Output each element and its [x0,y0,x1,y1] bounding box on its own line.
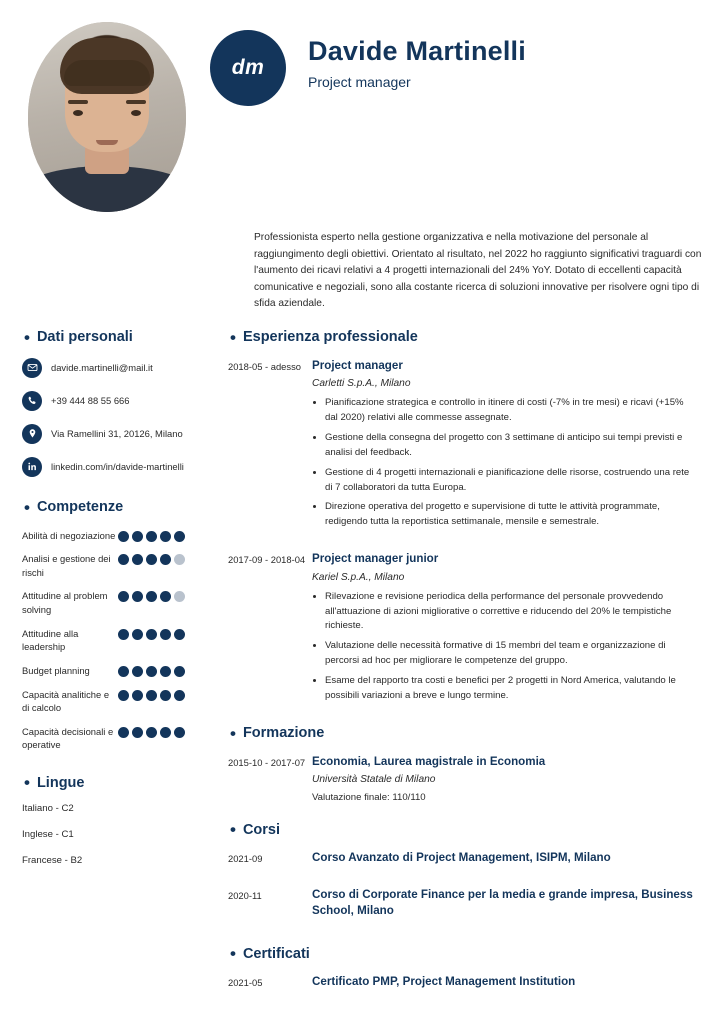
section-label: Competenze [36,499,124,516]
entry-subtitle: Kariel S.p.A., Milano [312,571,405,583]
location-icon [22,424,42,444]
skill-label: Analisi e gestione dei rischi [22,553,111,578]
language-item: Francese - B2 [22,855,83,867]
entry-date: 2020-11 [228,890,262,902]
bullet-icon: • [24,773,30,793]
entry-title: Project manager junior [312,552,439,566]
bullet-icon: • [230,944,236,964]
entry-title: Project manager [312,358,403,372]
skill-item [22,528,200,543]
bullet-icon: • [24,327,30,347]
contact-address-text: Via Ramellini 31, 20126, Milano [51,427,183,439]
profile-summary: Professionista esperto nella gestione organizzativa e nella motivazione del personale al raggiungimento degli obiettivi. Orientato al risultato, nel 2022 ho raggiunto significativi traguardi con l'aumento dei ricavi relativi a 4 progetti internazionali del 24% YoY. Dotato di eccellenti capacità comunicative e negoziali, sono alla costante ricerca di soluzioni innovative per risolvere ogni tipo di sfida aziendale. [254,232,702,310]
section-label: Esperienza professionale [242,329,418,346]
entry-subtitle: Università Statale di Milano [312,774,436,786]
bullet-item: • Gestione di 4 progetti internazionali e pianificazione delle risorse, costruendo una rete di 7 collaboratori da tutta Europa. [325,466,696,496]
skill-label: Capacità decisionali e operative [22,725,114,751]
skill-rating [118,551,188,565]
language-item: Inglese - C1 [22,829,74,841]
profile-photo [28,22,186,212]
bullet-item: • Direzione operativa del progetto e supervisione di tutte le attività programmate, redigendo tutta la reportistica settimanale, mensile e semestrale. [325,500,696,530]
bullet-icon: • [230,820,236,840]
entry-date: 2017-09 - 2018-04 [228,554,306,566]
skill-rating [118,663,188,677]
bullet-icon: • [230,327,236,347]
bullet-item: • Valutazione delle necessità formative di 15 membri del team e organizzazione di percorsi ad hoc per migliorare le competenze del gruppo. [325,639,696,669]
skill-item [22,588,200,616]
resume-header [22,22,696,212]
entry-title: Corso Avanzato di Project Management, ISIPM, Milano [312,851,611,865]
skill-label: Attitudine alla leadership [22,627,79,653]
skill-label: Capacità analitiche e di calcolo [22,688,110,714]
section-title-personal [22,329,200,346]
bullet-item: • Esame del rapporto tra costi e benefici per 2 progetti in Nord America, valutando le possibili variazioni a breve e lungo termine. [325,674,696,704]
monogram-badge: dm [210,30,286,106]
entry-subtitle: Carletti S.p.A., Milano [312,378,411,390]
section-title-skills [22,499,200,516]
skill-item [22,551,200,579]
contact-address[interactable] [22,424,200,444]
contact-email[interactable] [22,358,200,378]
sidebar-column [22,329,212,1011]
entry-date: 2015-10 - 2017-07 [228,756,306,768]
entry-title: Certificato PMP, Project Management Institution [312,975,576,989]
contact-email-text: davide.martinelli@mail.it [51,361,153,373]
bullet-item: • Rilevazione e revisione periodica della performance del personale provvedendo all'attuazione di azioni migliorative o correttive e riducendo del 20% le tempistiche richieste. [325,590,696,635]
experience-entry [228,358,696,536]
section-title-education [228,725,696,742]
entry-date: 2021-05 [228,977,263,989]
entry-bullets [312,590,696,704]
experience-entry [228,551,696,709]
section-title-courses [228,821,696,838]
certificate-entry [228,974,696,995]
course-entry [228,850,696,871]
skill-label: Budget planning [22,664,90,676]
skill-item [22,687,200,715]
contact-linkedin-text: linkedin.com/in/davide-martinelli [51,460,184,472]
bullet-item: • Gestione della consegna del progetto con 3 settimane di anticipo sui tempi previsti e analisi del feedback. [325,431,696,461]
skill-rating [118,687,188,701]
skill-label: Abilità di negoziazione [22,529,116,541]
phone-icon [22,391,42,411]
candidate-name: Davide Martinelli [308,36,526,66]
entry-date: 2018-05 - adesso [228,360,301,372]
main-column [212,329,696,1011]
linkedin-icon [22,457,42,477]
section-label: Certificati [242,945,310,962]
section-label: Dati personali [36,329,133,346]
contact-phone[interactable] [22,391,200,411]
education-entry [228,754,696,804]
candidate-role: Project manager [308,74,411,91]
skill-rating [118,528,188,542]
section-label: Corsi [242,821,281,838]
bullet-icon: • [24,497,30,517]
language-item: Italiano - C2 [22,803,74,815]
entry-bullets [312,396,696,530]
skill-item [22,724,200,752]
section-label: Lingue [36,774,85,791]
entry-note: Valutazione finale: 110/110 [312,792,426,804]
entry-title: Economia, Laurea magistrale in Economia [312,754,546,768]
section-title-experience [228,329,696,346]
skill-item [22,663,200,678]
contact-phone-text: +39 444 88 55 666 [51,394,130,406]
course-entry [228,887,696,923]
skill-item [22,626,200,654]
skill-rating [118,724,188,738]
section-label: Formazione [242,725,325,742]
skill-rating [118,588,188,602]
contact-linkedin[interactable] [22,457,200,477]
bullet-item: • Pianificazione strategica e controllo in itinere di costi (-7% in tre mesi) e ricavi (+15% dal 2020) relativi alle commesse assegnate. [325,396,696,426]
bullet-icon: • [230,723,236,743]
skill-label: Attitudine al problem solving [22,590,108,616]
section-title-languages [22,774,200,791]
entry-date: 2021-09 [228,853,263,865]
section-title-certificates [228,945,696,962]
email-icon [22,358,42,378]
entry-title: Corso di Corporate Finance per la media e grande impresa, Business School, Milano [312,888,693,917]
skill-rating [118,626,188,640]
